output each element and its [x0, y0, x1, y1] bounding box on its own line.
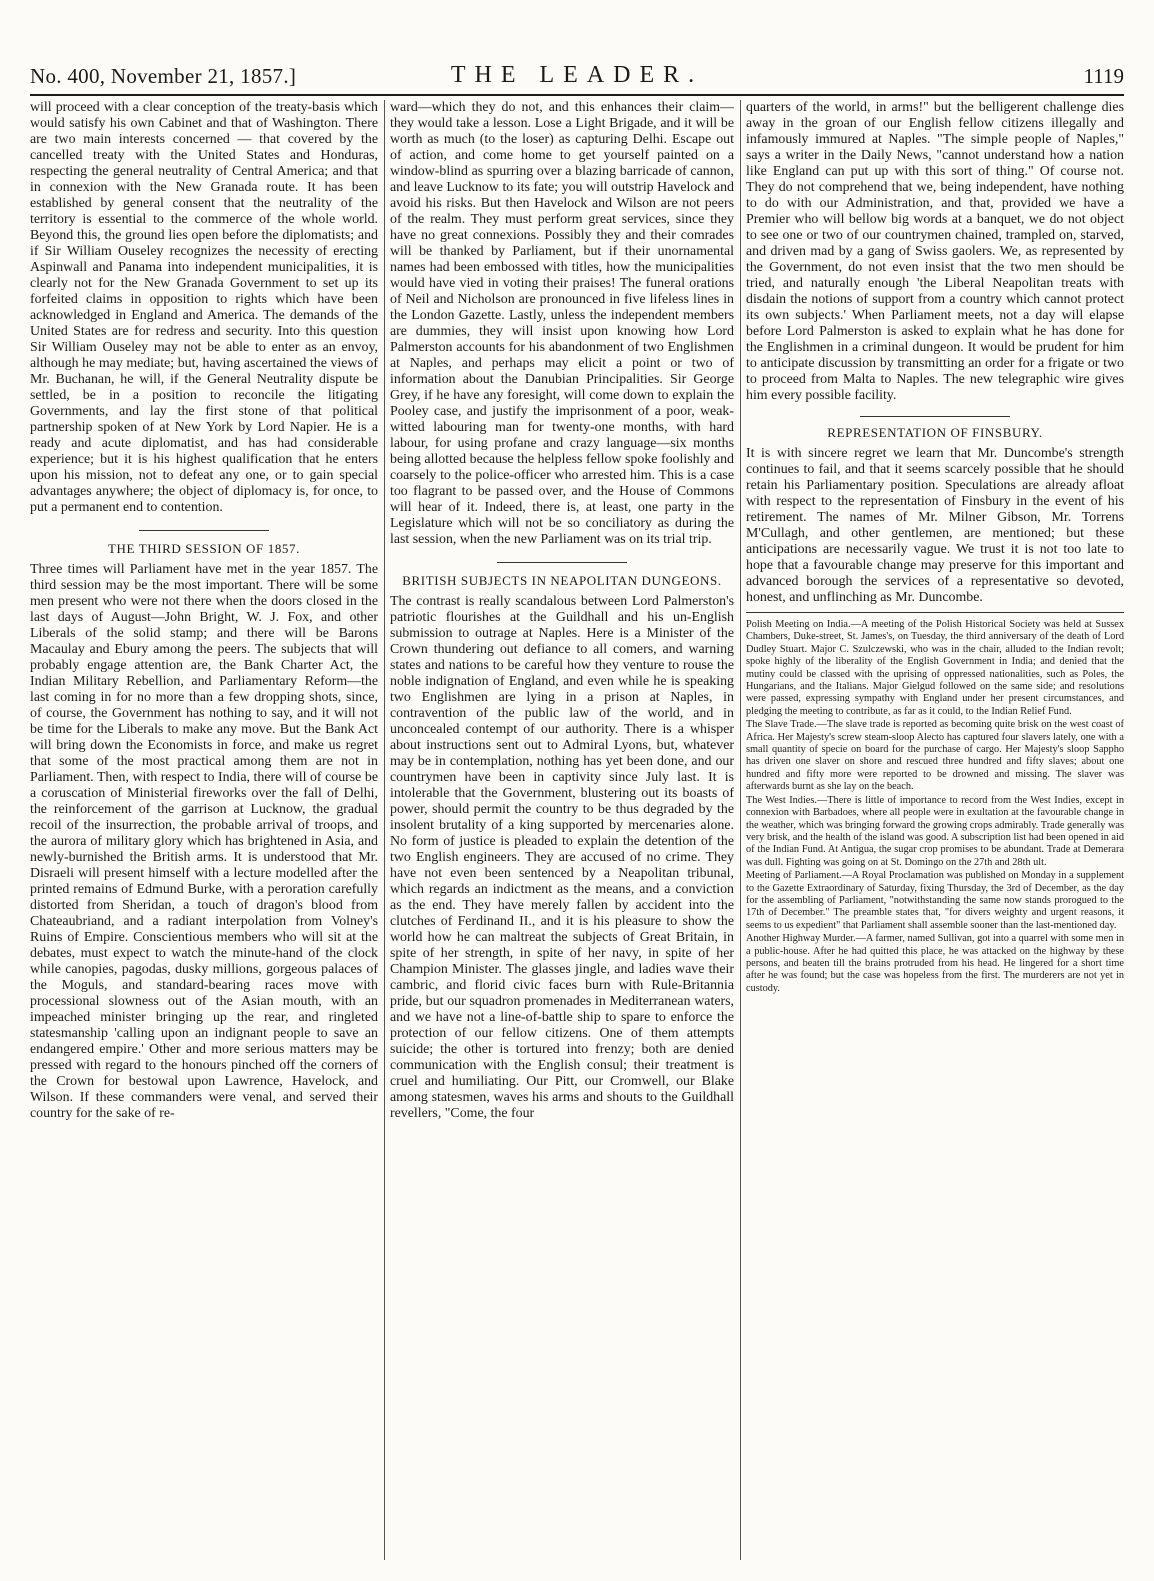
masthead	[30, 60, 1124, 96]
column-rule-1	[384, 100, 385, 1560]
article-text: ward—which they do not, and this enhances their claim—they would take a lesson. Lose a Light Brigade, and it will be worth as much (to the loser) as capturing Delhi. Escape out of action, and come home to get yourself painted on a window-blind as spurring over a blazing barricade of cannon, and leave Lucknow to its fate; you will outstrip Havelock and avoid his risks. But then Havelock and Wilson are not peers of the realm. They must perform great services, since they have no great connexions. Possibly they and their comrades will be thanked by Parliament, but if their unornamental names had been embossed with titles, how the municipalities would have vied in voting their praises! The funeral orations of Neil and Nicholson are pronounced in five lifeless lines in the London Gazette. Lastly, unless the independent members are dummies, they will insist upon knowing how Lord Palmerston accounts for his abandonment of two Englishmen at Naples, and perhaps may elicit a point or two of information about the Danubian Principalities. Sir George Grey, if he have any foresight, will come down to explain the Pooley case, and justify the imprisonment of a poor, weak-witted labouring man for twenty-one months, with hard labour, for using profane and crazy language—six months being allotted because the helpless fellow spoke foolishly and coarsely to the police-officer who arrested him. This is a case too flagrant to be passed over, and the House of Commons will hear of it. Indeed, there is, at least, one party in the Legislature which will not be so conciliatory as during the last session, when the new Parliament was on its trial trip.	[390, 100, 734, 547]
column-rule-2	[740, 100, 741, 1560]
divider	[746, 612, 1124, 613]
news-note: Meeting of Parliament.—A Royal Proclamation was published on Monday in a supplement to the Gazette Extraordinary of Saturday, fixing Thursday, the 3rd of December, as the day for the assembling of Parliament, "notwithstanding the same now stands prorogued to the 17th of December." The preamble states that, "for divers weighty and urgent reasons, it seems to us expedient" that Parliament shall assemble sooner than the last-mentioned day.	[746, 870, 1124, 931]
divider	[497, 562, 627, 563]
article-text: It is with sincere regret we learn that Mr. Duncombe's strength continues to fail, and that it seems scarcely possible that he should retain his Parliamentary position. Speculations are already afloat with respect to the representation of Finsbury in the event of his retirement. The names of Mr. Milner Gibson, Mr. Torrens M'Cullagh, and other gentlemen, are mentioned; but these anticipations are necessarily vague. We trust it is not too late to hope that a favourable change may preserve for this important and advanced borough the services of a representative so devoted, honest, and unflinching as Mr. Duncombe.	[746, 446, 1124, 605]
news-notes	[746, 619, 1124, 995]
article-text: Three times will Parliament have met in the year 1857. The third session may be the most important. There will be some men present who were not there when the doors closed in the last days of August—John Bright, W. J. Fox, and other Liberals of the solid stamp; and there will be Barons Macaulay and Ebury among the peers. The subjects that will probably engage attention are, the Bank Charter Act, the Indian Military Rebellion, and Parliamentary Reform—the last coming in for no more than a few dropping shots, since, of course, the Government has nothing to say, and it will not be time for the Liberals to make any move. But the Bank Act will bring down the Economists in force, and make us regret that some of the most practical among them are not in Parliament. Then, with respect to India, there will of course be a coruscation of Ministerial fireworks over the fall of Delhi, the reinforcement of the garrison at Lucknow, the gradual recoil of the insurrection, the probable arrival of troops, and the aurora of military glory which has brightened in Asia, and newly-burnished the British arms. It is understood that Mr. Disraeli will present himself with a lecture modelled after the printed remains of Edmund Burke, with a peroration carefully distorted from Sheridan, a touch of dragon's blood from Chateaubriand, and a radiant interpolation from Volney's Ruins of Empire. Conscientious members who will sit at the debates, must expect to watch the minute-hand of the clock while canopies, pagodas, dusky millions, gorgeous palaces of the Moguls, and standard-bearing races move with processional slowness out of the Asian mouth, with an impeached minister bringing up the rear, and ringleted statesmanship 'calling upon an indignant people to save an endangered empire.' Other and more serious matters may be pressed with regard to the honours pinched off the corners of the Crown for bestowal upon Lawrence, Havelock, and Wilson. If these commanders were venal, and served their country for the sake of re-	[30, 562, 378, 1121]
divider	[139, 530, 269, 531]
column-2	[390, 100, 734, 1570]
article-heading: THE THIRD SESSION OF 1857.	[108, 541, 300, 556]
page-number: 1119	[1083, 64, 1124, 88]
divider	[860, 416, 1010, 417]
article-text: quarters of the world, in arms!" but the belligerent challenge dies away in the groan of our English fellow citizens illegally and infamously immured at Naples. "The simple people of Naples," says a writer in the Daily News, "cannot understand how a nation like England can put up with this sort of thing." Of course not. They do not comprehend that we, being independent, have nothing to do with our Administration, and that, provided we have a Premier who will bellow big words at a banquet, we do not object to see one or two of our countrymen chained, trampled on, starved, and driven mad by a gang of Swiss gaolers. We, as represented by the Government, do not even insist that the two men should be tried, and naturally enough 'the Liberal Neapolitan treats with disdain the notions of support from a country which cannot protect its own subjects.' When Parliament meets, not a day will elapse before Lord Palmerston is asked to explain what he has done for the Englishmen in a criminal dungeon. It would be prudent for him to anticipate discussion by transmitting an order for a frigate or two to proceed from Malta to Naples. The new telegraphic wire gives him every possible facility.	[746, 100, 1124, 403]
issue-date: No. 400, November 21, 1857.]	[30, 64, 297, 88]
column-1	[30, 100, 378, 1570]
news-note: The Slave Trade.—The slave trade is reported as becoming quite brisk on the west coast of Africa. Her Majesty's screw steam-sloop Alecto has captured four slavers lately, one with a small quantity of specie on board for the purchase of cargo. Her Majesty's sloop Sappho has driven one slaver on shore and rescued three hundred and fifty slaves; about one hundred and fifty more were reported to be drowned and missing. The slaver was afterwards burnt as she lay on the beach.	[746, 719, 1124, 793]
news-note: The West Indies.—There is little of importance to record from the West Indies, except in connexion with Barbadoes, where all people were in exultation at the favourable change in the weather, which was bringing forward the growing crops admirably. Trade generally was very brisk, and the health of the island was good. A subscription list had been opened in aid of the Indian Fund. At Antigua, the sugar crop promises to be abundant. Trade at Demerara was dull. Fighting was going on at St. Domingo on the 27th and 28th ult.	[746, 794, 1124, 868]
news-note: Another Highway Murder.—A farmer, named Sullivan, got into a quarrel with some men in a public-house. After he had quitted this place, he was attacked on the highway by these persons, and beaten till the brains protruded from his head. He lingered for a short time after he was found; but the case was hopeless from the first. The murderers are not yet in custody.	[746, 933, 1124, 994]
article-text: The contrast is really scandalous between Lord Palmerston's patriotic flourishes at the Guildhall and his un-English submission to outrage at Naples. Here is a Minister of the Crown thundering out defiance to all comers, and warning states and nations to be careful how they venture to rouse the noble indignation of England, and even while he is speaking two Englishmen are lying in a prison at Naples, in contravention of the public law of the world, and in unconcealed contempt of our authority. There is a whisper about instructions sent out to Admiral Lyons, but, whatever may be in contemplation, nothing has yet been done, and our countrymen have been in captivity since July last. It is intolerable that the Government, blustering out its boasts of power, should permit the country to be thus degraded by the insolent brutality of a king supported by mercenaries alone. No form of justice is pleaded to explain the detention of the two English engineers. They are accused of no crime. They have not even been sentenced by a Neapolitan tribunal, which regards an indictment as the means, and a conviction as the end. They have merely fallen by accident into the clutches of Ferdinand II., and it is his pleasure to show the world how he can maltreat the subjects of Great Britain, in spite of her strength, in spite of her navy, in spite of her Champion Minister. The glasses jingle, and ladies wave their cambric, and florid civic faces burn with Rule-Britannia pride, but our squadron promenades in Mediterranean waters, and we have not a line-of-battle ship to spare to enforce the protection of our fellow citizens. One of them attempts suicide; the other is tortured into frenzy; both are denied communication with the English consul; their treatment is cruel and humiliating. Our Pitt, our Cromwell, our Blake among statesmen, waves his arms and shouts to the Guildhall revellers, "Come, the four	[390, 594, 734, 1121]
article-text: will proceed with a clear conception of the treaty-basis which would satisfy his own Cabinet and that of Washington. There are two main interests concerned — that covered by the cancelled treaty with the United States and Honduras, respecting the general neutrality of Central America; and that in connexion with the New Granada route. It has been established by general consent that the neutrality of the territory is essential to the commerce of the whole world. Beyond this, the ground lies open before the diplomatists; and if Sir William Ouseley recognizes the necessity of erecting Aspinwall and Panama into independent municipalities, it is clearly not for the New Granada Government to set up its forfeited claims in opposition to rights which have been acknowledged in England and America. The demands of the United States are for redress and security. Into this question Sir William Ouseley may not be able to enter as an envoy, although he may mediate; but, having ascertained the views of Mr. Buchanan, he will, if the General Neutrality dispute be settled, be in a position to reconcile the litigating Governments, and lay the first stone of that political partnership spoken of at New York by Lord Napier. He is a ready and acute diplomatist, and has had considerable experience; but it is his highest qualification that he enters upon his mission, not to defeat any one, or to gain special advantages anywhere; the object of diplomacy is, for once, to put a permanent end to contention.	[30, 100, 378, 515]
newspaper-title: THE LEADER.	[450, 62, 704, 88]
news-note: Polish Meeting on India.—A meeting of the Polish Historical Society was held at Sussex Chambers, Duke-street, St. James's, on Tuesday, the third anniversary of the death of Lord Dudley Stuart. Major C. Szulczewski, who was in the chair, alluded to the Indian revolt; spoke highly of the liberality of the English Government in India; and denied that the mutiny could be classed with the uprising of oppressed nationalities, such as Poles, the Hungarians, and the Italians. Major Gielgud followed on the same side; and resolutions were passed, expressing sympathy with England under her present circumstances, and pledging the meeting to contribute, as far as it could, to the Indian Relief Fund.	[746, 619, 1124, 717]
column-3	[746, 100, 1124, 1570]
article-heading: REPRESENTATION OF FINSBURY.	[827, 425, 1043, 440]
article-heading: BRITISH SUBJECTS IN NEAPOLITAN DUNGEONS.	[402, 573, 722, 588]
